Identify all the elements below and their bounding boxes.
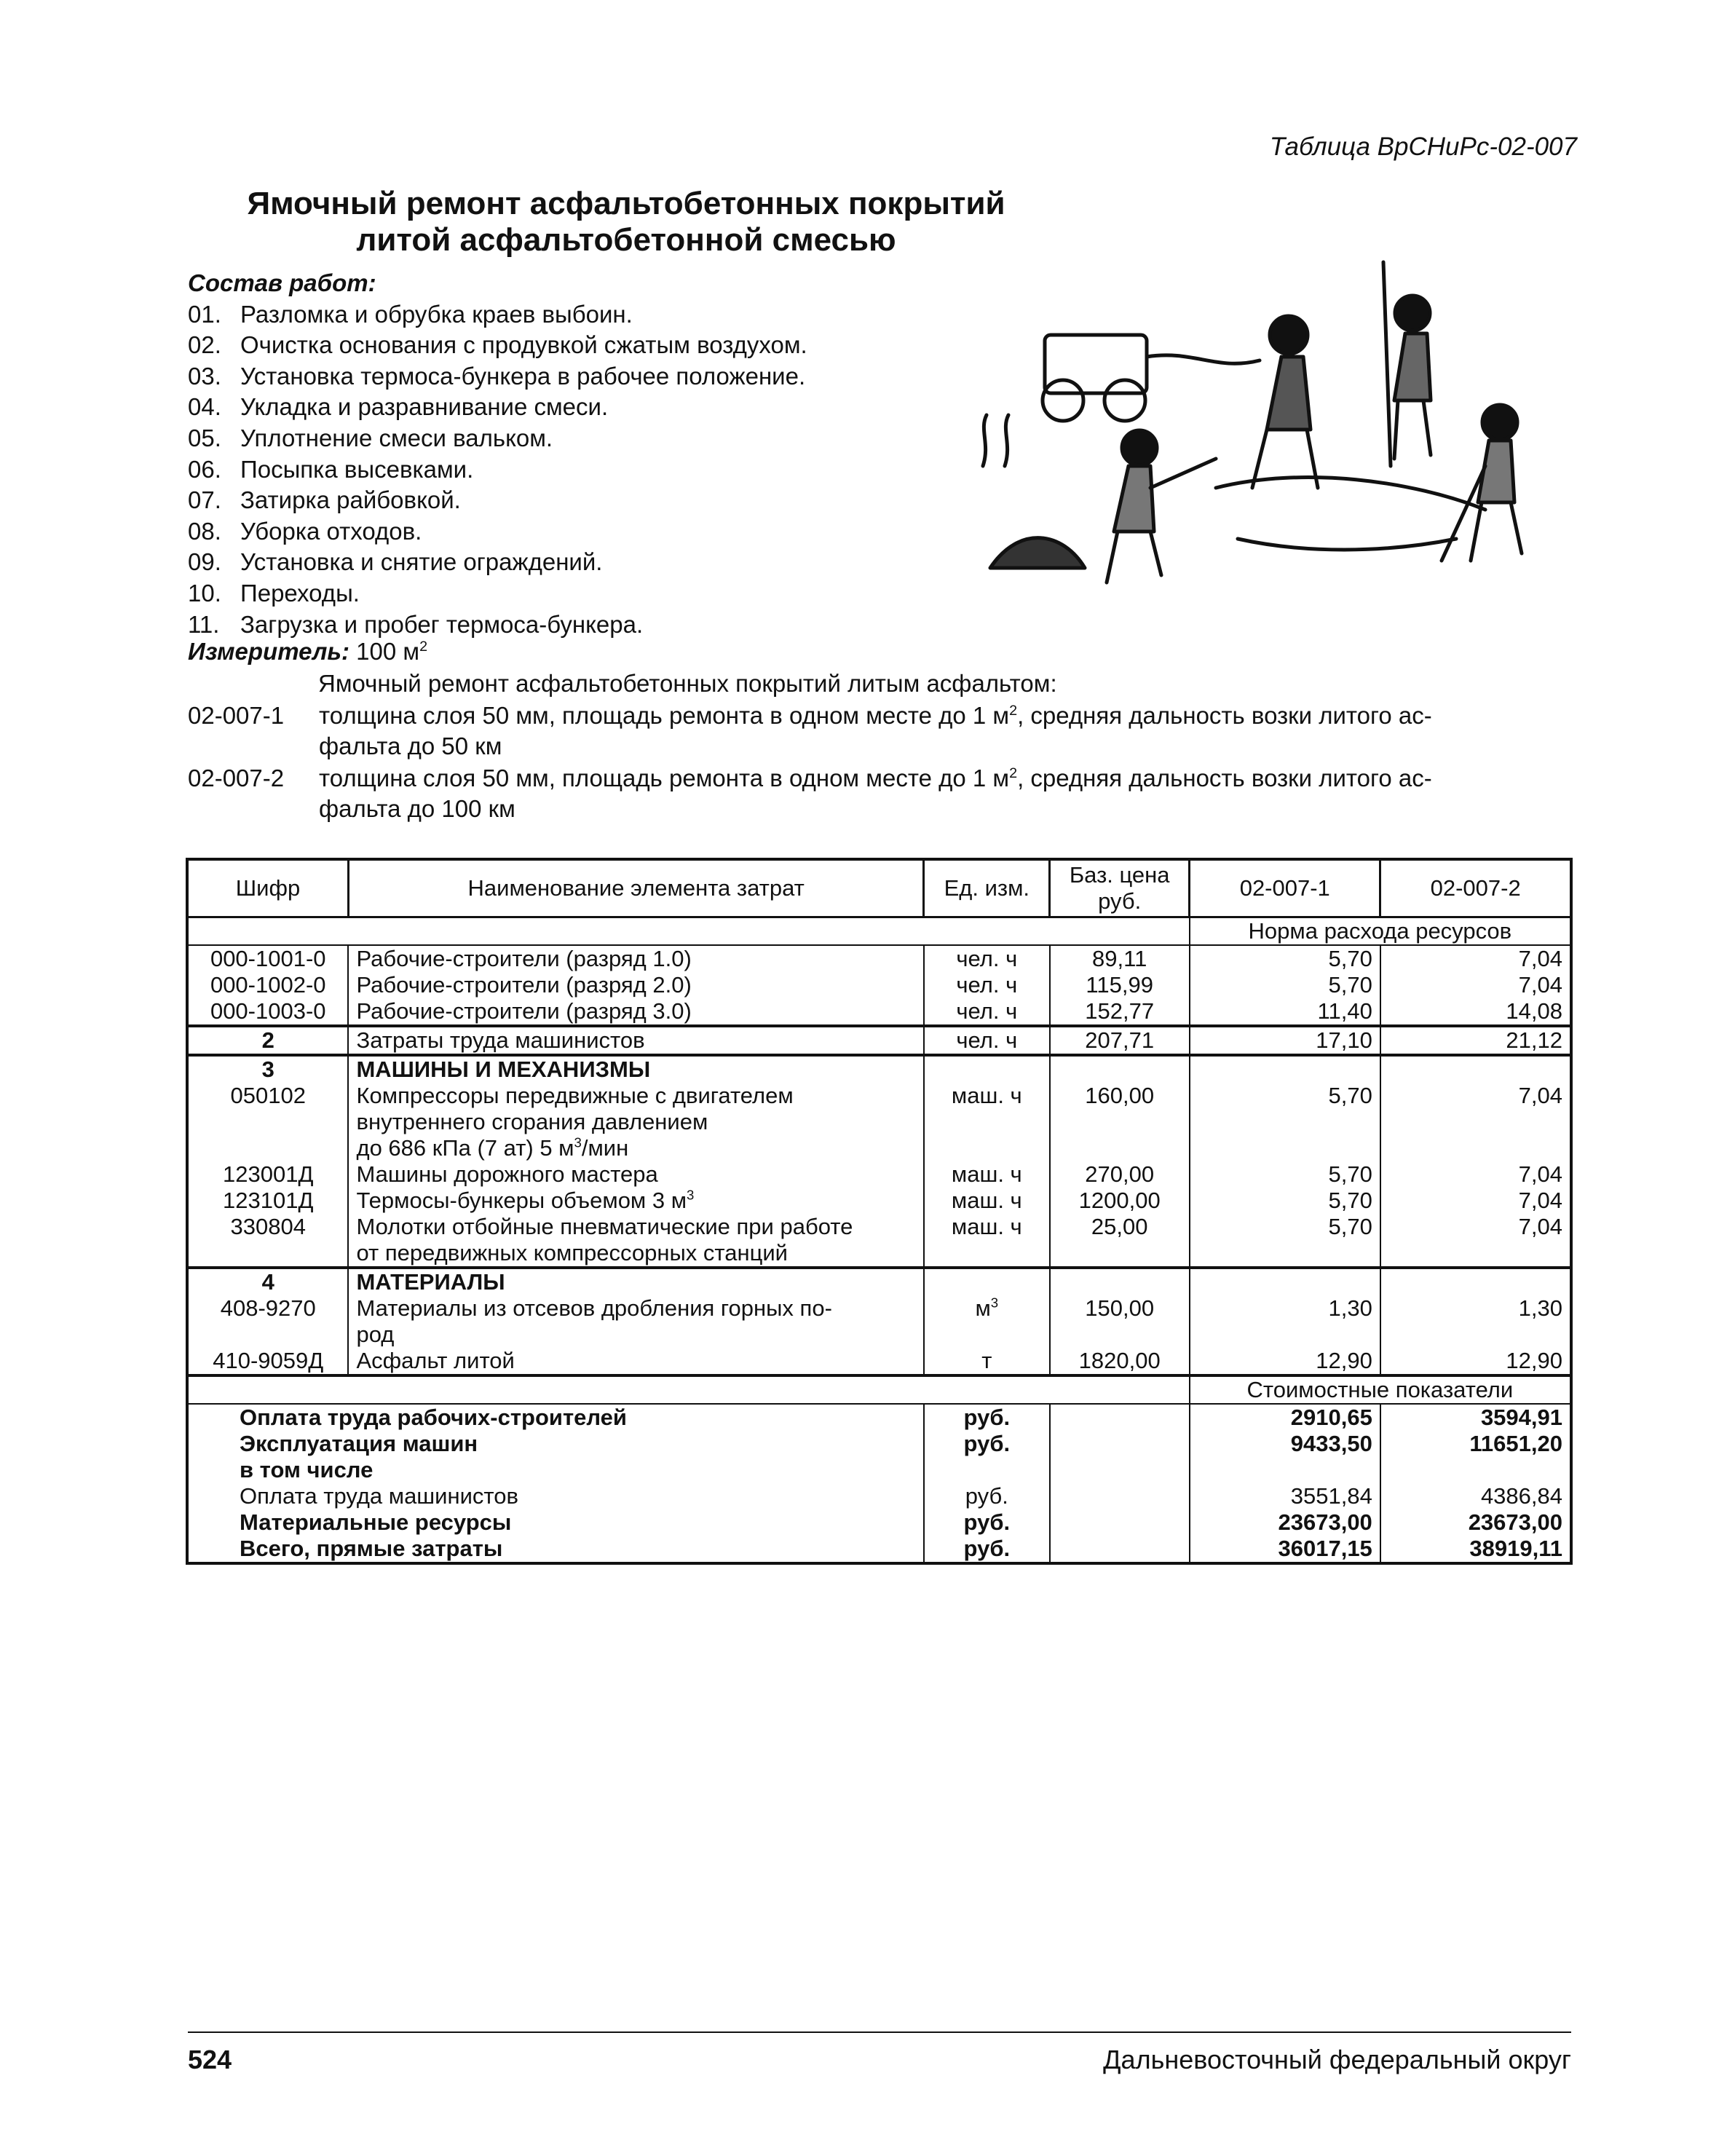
operation-number: 05. <box>188 424 221 451</box>
section-code: 4 <box>187 1268 348 1295</box>
row-v2: 7,04 <box>1380 1214 1571 1268</box>
row-price: 152,77 <box>1050 998 1190 1026</box>
section-name: МАШИНЫ И МЕХАНИЗМЫ <box>348 1055 923 1083</box>
row-price: 270,00 <box>1050 1161 1190 1188</box>
cost-unit: руб. <box>924 1483 1050 1509</box>
cost-v1: 23673,00 <box>1190 1509 1380 1536</box>
row-name-line: внутреннего сгорания давлением <box>356 1109 708 1134</box>
row-code: 050102 <box>230 1083 306 1108</box>
cost-unit <box>924 1457 1050 1483</box>
row-price: 115,99 <box>1050 972 1190 998</box>
table-row <box>187 945 1571 972</box>
row-price: 150,00 <box>1050 1295 1190 1348</box>
row-price: 1820,00 <box>1050 1348 1190 1375</box>
operation-number: 03. <box>188 362 221 390</box>
row-v1: 12,90 <box>1190 1348 1380 1375</box>
measure-superscript: 2 <box>419 639 428 655</box>
row-unit: маш. ч <box>924 1083 1050 1161</box>
row-name-line: род <box>356 1322 395 1347</box>
row-v2: 7,04 <box>1380 1188 1571 1214</box>
variant-code: 02-007-2 <box>188 765 285 791</box>
variant-superscript: 2 <box>1009 765 1018 781</box>
cost-name: Оплата труда рабочих-строителей <box>187 1404 924 1431</box>
row-price: 160,00 <box>1050 1083 1190 1161</box>
operation-number: 10. <box>188 579 221 607</box>
operation-item <box>188 330 807 361</box>
row-price: 89,11 <box>1050 945 1190 972</box>
operation-number: 04. <box>188 393 221 421</box>
workers-illustration <box>976 248 1580 604</box>
row-unit: чел. ч <box>924 945 1050 972</box>
section-name: МАТЕРИАЛЫ <box>348 1268 923 1295</box>
operation-number: 07. <box>188 486 221 514</box>
table-row <box>187 972 1571 998</box>
operation-text: Разломка и обрубка краев выбоин. <box>240 300 633 328</box>
page-title <box>189 186 1063 258</box>
row-v1: 5,70 <box>1190 1214 1380 1268</box>
table-row <box>187 1348 1571 1375</box>
row-unit-text: м <box>975 1295 991 1321</box>
row-v1: 5,70 <box>1190 972 1380 998</box>
row-unit: чел. ч <box>924 1026 1050 1055</box>
row-name-tail: /мин <box>581 1135 629 1161</box>
variant-text-a: толщина слоя 50 мм, площадь ремонта в одном месте до 1 м <box>319 702 1010 729</box>
row-name: Рабочие-строители (разряд 2.0) <box>348 972 923 998</box>
unit-superscript: 3 <box>990 1295 999 1311</box>
row-v1: 1,30 <box>1190 1295 1380 1348</box>
variant-text-b: , средняя дальность возки литого ас- <box>1017 765 1432 791</box>
row-code: 000-1003-0 <box>210 998 326 1024</box>
operation-item <box>188 361 807 392</box>
row-v2: 7,04 <box>1380 1083 1571 1161</box>
row-name <box>348 1188 923 1214</box>
variant-text-b: , средняя дальность возки литого ас- <box>1017 702 1432 729</box>
operation-number: 02. <box>188 331 221 359</box>
cost-v1: 2910,65 <box>1190 1404 1380 1431</box>
row-unit: маш. ч <box>924 1188 1050 1214</box>
cost-v1: 9433,50 <box>1190 1431 1380 1457</box>
table-row <box>187 1214 1571 1268</box>
row-name-line: Молотки отбойные пневматические при работе <box>356 1214 853 1239</box>
operation-text: Посыпка высевками. <box>240 455 474 483</box>
variant-code: 02-007-1 <box>188 702 285 729</box>
row-code: 410-9059Д <box>213 1348 324 1373</box>
operation-item <box>188 392 807 423</box>
row-name: Затраты труда машинистов <box>348 1026 923 1055</box>
cost-row <box>187 1509 1571 1536</box>
row-price: 25,00 <box>1050 1214 1190 1268</box>
cost-v1 <box>1190 1457 1380 1483</box>
region-name: Дальневосточный федеральный округ <box>1103 2045 1571 2074</box>
row-v2: 7,04 <box>1380 945 1571 972</box>
row-price: 1200,00 <box>1050 1188 1190 1214</box>
row-v2: 14,08 <box>1380 998 1571 1026</box>
row-unit: чел. ч <box>924 972 1050 998</box>
operation-text: Затирка райбовкой. <box>240 486 461 514</box>
cost-unit: руб. <box>924 1431 1050 1457</box>
unit-superscript: 3 <box>574 1134 582 1150</box>
section-row <box>187 1055 1571 1083</box>
cost-v2: 4386,84 <box>1380 1483 1571 1509</box>
row-code: 2 <box>187 1026 348 1055</box>
row-v2: 21,12 <box>1380 1026 1571 1055</box>
section-row <box>187 1268 1571 1295</box>
header-name: Наименование элемента затрат <box>348 859 923 917</box>
cost-row <box>187 1483 1571 1509</box>
operation-text: Уплотнение смеси вальком. <box>240 424 553 451</box>
cost-name: в том числе <box>240 1457 374 1482</box>
row-name <box>348 1295 923 1348</box>
header-code: Шифр <box>187 859 348 917</box>
measure-label: Измеритель: <box>188 638 349 665</box>
measure-unit <box>188 638 427 666</box>
table-row <box>187 1026 1571 1055</box>
operation-text: Укладка и разравнивание смеси. <box>240 393 609 421</box>
row-unit: маш. ч <box>924 1214 1050 1268</box>
norm-label-row <box>187 917 1571 946</box>
row-v1: 5,70 <box>1190 1188 1380 1214</box>
cost-v2: 23673,00 <box>1380 1509 1571 1536</box>
row-name-line: до 686 кПа (7 ат) 5 м <box>356 1135 574 1161</box>
variant-superscript: 2 <box>1009 703 1018 719</box>
header-variant-1: 02-007-1 <box>1190 859 1380 917</box>
operation-number: 09. <box>188 548 221 576</box>
cost-label: Стоимостные показатели <box>1190 1375 1571 1404</box>
header-unit: Ед. изм. <box>924 859 1050 917</box>
variant-text-c: фальта до 100 км <box>319 795 515 822</box>
row-name: Рабочие-строители (разряд 1.0) <box>348 945 923 972</box>
cost-v2: 3594,91 <box>1380 1404 1571 1431</box>
row-name: Машины дорожного мастера <box>348 1161 923 1188</box>
row-price: 207,71 <box>1050 1026 1190 1055</box>
row-unit <box>924 1295 1050 1348</box>
row-v2: 7,04 <box>1380 972 1571 998</box>
row-code: 000-1002-0 <box>210 972 326 998</box>
footer-divider <box>188 2031 1571 2033</box>
row-v1: 5,70 <box>1190 1083 1380 1161</box>
cost-row <box>187 1404 1571 1431</box>
work-composition <box>188 268 807 640</box>
variant-description <box>319 700 1571 762</box>
row-v1: 5,70 <box>1190 1161 1380 1188</box>
row-code: 408-9270 <box>220 1295 316 1321</box>
operation-item <box>188 485 807 516</box>
cost-unit: руб. <box>924 1536 1050 1563</box>
row-name-line: Компрессоры передвижные с двигателем <box>356 1083 794 1108</box>
section-code: 3 <box>187 1055 348 1083</box>
variant-item <box>188 763 1571 824</box>
cost-name: Эксплуатация машин <box>240 1431 478 1456</box>
resource-table <box>186 858 1573 1565</box>
operation-item <box>188 578 807 609</box>
cost-unit: руб. <box>924 1509 1050 1536</box>
header-price: Баз. цена руб. <box>1050 859 1190 917</box>
table-header-row <box>187 859 1571 917</box>
operation-item <box>188 547 807 578</box>
cost-v2 <box>1380 1457 1571 1483</box>
norm-label: Норма расхода ресурсов <box>1190 917 1571 946</box>
row-name: Рабочие-строители (разряд 3.0) <box>348 998 923 1026</box>
table-row <box>187 998 1571 1026</box>
operation-item <box>188 454 807 486</box>
row-unit: чел. ч <box>924 998 1050 1026</box>
operation-number: 06. <box>188 455 221 483</box>
cost-v2: 38919,11 <box>1380 1536 1571 1563</box>
row-v2: 1,30 <box>1380 1295 1571 1348</box>
operation-item <box>188 609 807 641</box>
row-code: 330804 <box>230 1214 306 1239</box>
row-code: 123001Д <box>223 1161 314 1187</box>
work-heading: Состав работ: <box>188 269 376 296</box>
title-line-2: литой асфальтобетонной смесью <box>356 222 896 258</box>
operation-text: Установка термоса-бункера в рабочее положение. <box>240 362 806 390</box>
operation-item <box>188 423 807 454</box>
row-v2: 12,90 <box>1380 1348 1571 1375</box>
row-name-text: Термосы-бункеры объемом 3 м <box>356 1188 687 1213</box>
operation-number: 11. <box>188 610 220 638</box>
cost-row <box>187 1457 1571 1483</box>
table-reference: Таблица ВрСНиРс-02-007 <box>1269 133 1577 161</box>
row-v2: 7,04 <box>1380 1161 1571 1188</box>
table-row <box>187 1083 1571 1161</box>
operation-text: Переходы. <box>240 579 360 607</box>
operation-item <box>188 516 807 548</box>
table-row <box>187 1295 1571 1348</box>
variant-item <box>188 700 1571 762</box>
cost-name: Оплата труда машинистов <box>240 1483 518 1509</box>
row-name <box>348 1083 923 1161</box>
variant-text-c: фальта до 50 км <box>319 733 502 759</box>
table-row <box>187 1188 1571 1214</box>
row-name-line: Материалы из отсевов дробления горных по- <box>356 1295 832 1321</box>
row-unit: маш. ч <box>924 1161 1050 1188</box>
cost-row <box>187 1536 1571 1563</box>
operation-text: Установка и снятие ограждений. <box>240 548 603 576</box>
row-name-line: от передвижных компрессорных станций <box>356 1240 788 1265</box>
operation-number: 08. <box>188 517 221 545</box>
unit-superscript: 3 <box>687 1187 695 1203</box>
variant-text-a: толщина слоя 50 мм, площадь ремонта в одном месте до 1 м <box>319 765 1010 791</box>
page-number: 524 <box>188 2045 232 2074</box>
cost-v2: 11651,20 <box>1380 1431 1571 1457</box>
cost-name: Всего, прямые затраты <box>240 1536 503 1561</box>
cost-v1: 3551,84 <box>1190 1483 1380 1509</box>
row-v1: 11,40 <box>1190 998 1380 1026</box>
variant-description <box>319 763 1571 824</box>
operation-text: Очистка основания с продувкой сжатым воздухом. <box>240 331 807 359</box>
cost-v1: 36017,15 <box>1190 1536 1380 1563</box>
cost-label-row <box>187 1375 1571 1404</box>
measure-value: 100 м <box>356 638 420 665</box>
operation-item <box>188 299 807 331</box>
row-v1: 17,10 <box>1190 1026 1380 1055</box>
row-code: 000-1001-0 <box>187 945 348 972</box>
operation-text: Загрузка и пробег термоса-бункера. <box>240 610 644 638</box>
row-code: 123101Д <box>223 1188 314 1213</box>
title-line-1: Ямочный ремонт асфальтобетонных покрытий <box>247 186 1005 221</box>
header-variant-2: 02-007-2 <box>1380 859 1571 917</box>
operation-text: Уборка отходов. <box>240 517 422 545</box>
variants-intro: Ямочный ремонт асфальтобетонных покрытий литым асфальтом: <box>318 670 1057 697</box>
table-row <box>187 1161 1571 1188</box>
row-name <box>348 1214 923 1268</box>
row-v1: 5,70 <box>1190 945 1380 972</box>
row-unit: т <box>924 1348 1050 1375</box>
row-name: Асфальт литой <box>348 1348 923 1375</box>
cost-name: Материальные ресурсы <box>240 1509 512 1535</box>
cost-row <box>187 1431 1571 1457</box>
cost-unit: руб. <box>924 1404 1050 1431</box>
operation-number: 01. <box>188 300 221 328</box>
